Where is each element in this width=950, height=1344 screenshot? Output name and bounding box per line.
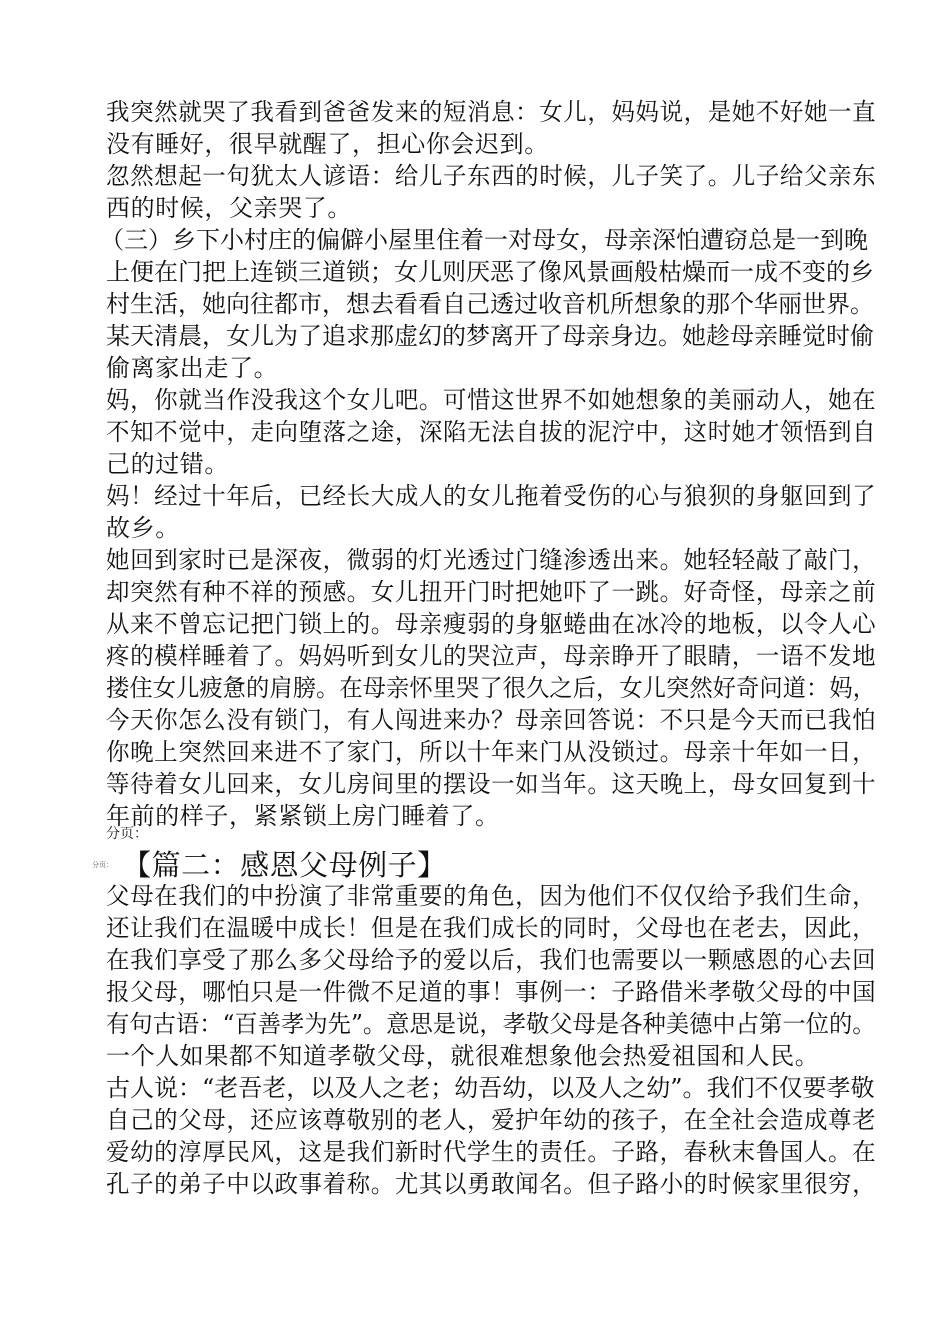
text-line: 某天清晨，女儿为了追求那虚幻的梦离开了母亲身边。她趁母亲睡觉时偷	[106, 322, 874, 350]
text-line: 古人说：“老吾老，以及人之老；幼吾幼，以及人之幼”。我们不仅要孝敬	[106, 1074, 875, 1102]
text-line: 孔子的弟子中以政事着称。尤其以勇敢闻名。但子路小的时候家里很穷，	[106, 1170, 877, 1198]
text-line: 偷离家出走了。	[106, 354, 279, 382]
text-line: 妈！经过十年后，已经长大成人的女儿拖着受伤的心与狼狈的身躯回到了	[106, 482, 877, 510]
text-line: 自己的父母，还应该尊敬别的老人，爱护年幼的孩子，在全社会造成尊老	[106, 1106, 877, 1134]
text-line: 西的时候，父亲哭了。	[106, 194, 352, 222]
section-b-text	[106, 880, 877, 1200]
text-line: 爱幼的淳厚民风，这是我们新时代学生的责任。子路，春秋末鲁国人。在	[106, 1138, 877, 1166]
text-line: 你晚上突然回来进不了家门，所以十年来门从没锁过。母亲十年如一日，	[106, 738, 877, 766]
text-line: 今天你怎么没有锁门，有人闯进来办？母亲回答说：不只是今天而已我怕	[106, 706, 877, 734]
text-line: 一个人如果都不知道孝敬父母，就很难想象他会热爱祖国和人民。	[106, 1042, 820, 1070]
page-break-label: 分页：	[106, 826, 148, 842]
text-line: 搂住女儿疲惫的肩膀。在母亲怀里哭了很久之后，女儿突然好奇问道：妈，	[106, 674, 876, 702]
text-line: 妈，你就当作没我这个女儿吧。可惜这世界不如她想象的美丽动人，她在	[106, 386, 877, 414]
section-heading-row	[92, 845, 447, 885]
text-line: 报父母，哪怕只是一件微不足道的事！事例一：子路借米孝敬父母的中国	[106, 978, 877, 1006]
heading-small-label: 分页：	[92, 861, 113, 869]
text-line: 故乡。	[106, 514, 180, 542]
text-line: 等待着女儿回来，女儿房间里的摆设一如当年。这天晚上，母女回复到十	[106, 770, 877, 798]
text-line: 上便在门把上连锁三道锁；女儿则厌恶了像风景画般枯燥而一成不变的乡	[106, 258, 874, 286]
text-line: 我突然就哭了我看到爸爸发来的短消息：女儿，妈妈说，是她不好她一直	[106, 98, 877, 126]
text-line: 疼的模样睡着了。妈妈听到女儿的哭泣声，母亲睁开了眼睛，一语不发地	[106, 642, 877, 670]
text-line: 年前的样子，紧紧锁上房门睡着了。	[106, 802, 500, 830]
section-a-text	[100, 96, 877, 832]
text-line: （三）乡下小村庄的偏僻小屋里住着一对母女，母亲深怕遭窃总是一到晚	[100, 226, 868, 254]
text-line: 从来不曾忘记把门锁上的。母亲瘦弱的身躯蜷曲在冰冷的地板，以令人心	[106, 610, 877, 638]
text-line: 不知不觉中，走向堕落之途，深陷无法自拔的泥泞中，这时她才领悟到自	[106, 418, 877, 446]
section-heading: 【篇二：感恩父母例子】	[122, 848, 447, 882]
text-line: 村生活，她向往都市，想去看看自己透过收音机所想象的那个华丽世界。	[106, 290, 874, 318]
text-line: 忽然想起一句犹太人谚语：给儿子东西的时候，儿子笑了。儿子给父亲东	[106, 162, 877, 190]
text-line: 在我们享受了那么多父母给予的爱以后，我们也需要以一颗感恩的心去回	[106, 946, 877, 974]
text-line: 有句古语：“百善孝为先”。意思是说，孝敬父母是各种美德中占第一位的。	[106, 1010, 876, 1038]
text-line: 她回到家时已是深夜，微弱的灯光透过门缝渗透出来。她轻轻敲了敲门，	[106, 546, 877, 574]
text-line: 却突然有种不祥的预感。女儿扭开门时把她吓了一跳。好奇怪，母亲之前	[106, 578, 877, 606]
text-line: 己的过错。	[106, 450, 229, 478]
text-line: 没有睡好，很早就醒了，担心你会迟到。	[106, 130, 549, 158]
text-line: 还让我们在温暖中成长！但是在我们成长的同时，父母也在老去，因此，	[106, 914, 877, 942]
text-line: 父母在我们的中扮演了非常重要的角色，因为他们不仅仅给予我们生命，	[106, 882, 877, 910]
